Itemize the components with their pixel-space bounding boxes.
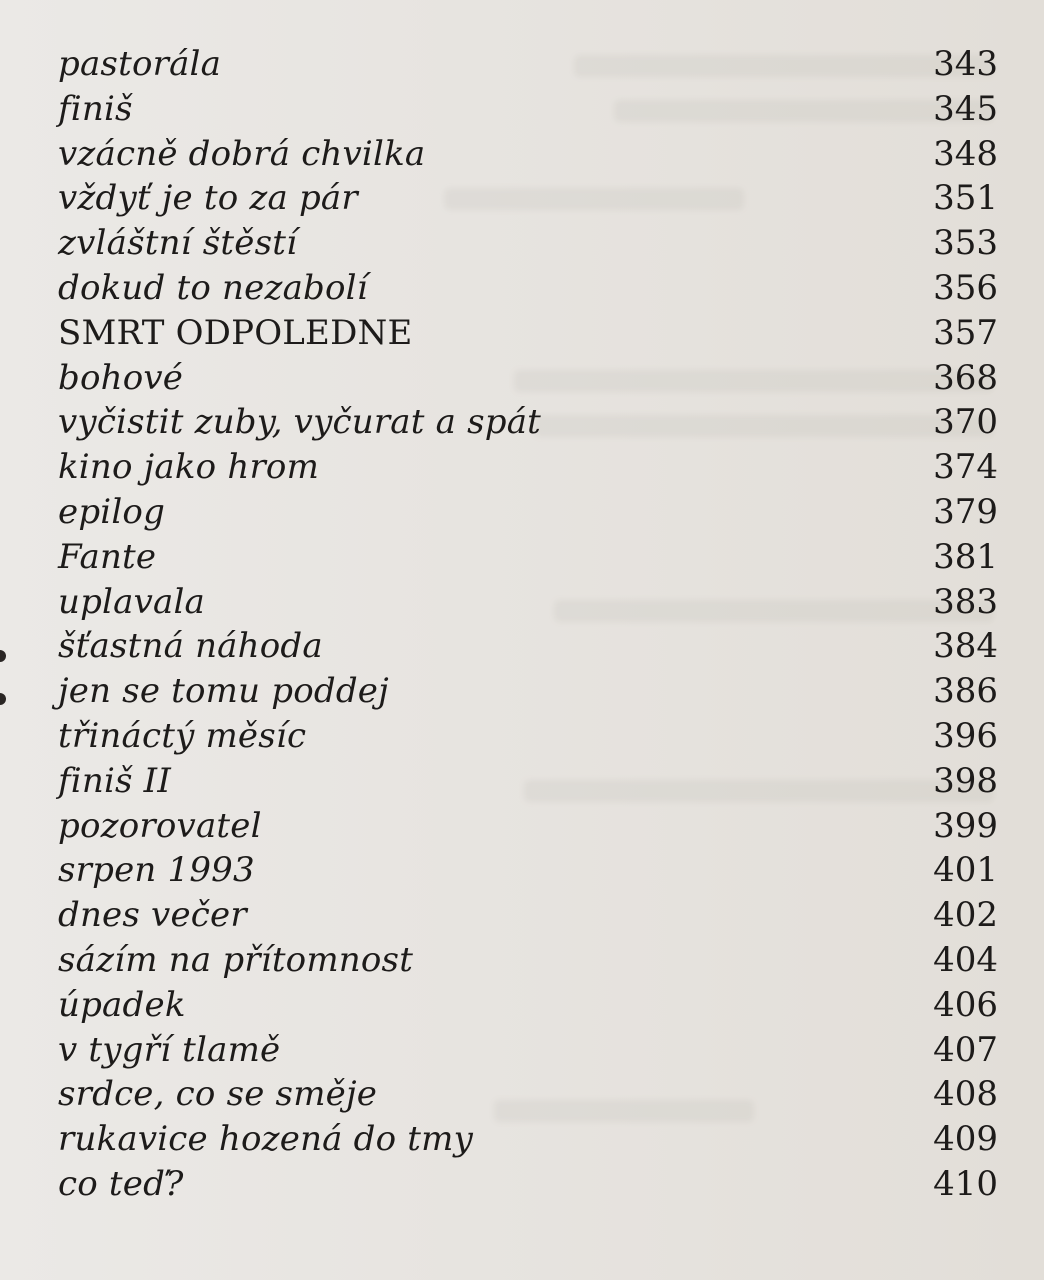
toc-entry-title: dnes večer: [58, 895, 247, 936]
toc-entry: [58, 1072, 998, 1117]
page-edge-mark: [0, 693, 6, 705]
toc-entry-title: bohové: [58, 357, 184, 398]
toc-entry: [58, 356, 998, 401]
toc-entry-title: kino jako hrom: [58, 447, 320, 488]
toc-entry-title: co teď?: [58, 1163, 184, 1204]
toc-entry: [58, 490, 998, 535]
toc-entry-page-number: 379: [933, 491, 998, 532]
toc-entry-title: srpen 1993: [58, 850, 255, 891]
toc-entry-page-number: 353: [933, 223, 998, 264]
toc-entry-title: třináctý měsíc: [58, 715, 307, 756]
toc-entry: [58, 938, 998, 983]
toc-entry-title: SMRT ODPOLEDNE: [58, 312, 413, 353]
toc-entry: [58, 1117, 998, 1162]
toc-entry: [58, 445, 998, 490]
toc-entry-page-number: 356: [933, 267, 998, 308]
toc-entry-title: pozorovatel: [58, 805, 262, 846]
toc-entry-title: jen se tomu poddej: [58, 671, 389, 712]
toc-entry-page-number: 357: [933, 312, 998, 353]
toc-entry-page-number: 402: [933, 895, 998, 936]
toc-entry: [58, 42, 998, 87]
toc-entry-title: srdce, co se směje: [58, 1074, 378, 1115]
toc-entry-page-number: 409: [933, 1119, 998, 1160]
toc-entry: [58, 535, 998, 580]
toc-entry: [58, 893, 998, 938]
toc-entry-title: zvláštní štěstí: [58, 223, 298, 264]
toc-entry-title: vzácně dobrá chvilka: [58, 133, 426, 174]
toc-entry: [58, 759, 998, 804]
toc-entry: [58, 311, 998, 356]
toc-entry-page-number: 410: [933, 1163, 998, 1204]
toc-entry: [58, 132, 998, 177]
toc-entry-page-number: 351: [933, 178, 998, 219]
toc-entry-title: dokud to nezabolí: [58, 267, 368, 308]
toc-entry: [58, 580, 998, 625]
toc-entry: [58, 400, 998, 445]
toc-entry-title: epilog: [58, 491, 166, 532]
toc-entry: [58, 1162, 998, 1207]
toc-entry: [58, 87, 998, 132]
toc-entry-title: rukavice hozená do tmy: [58, 1119, 474, 1160]
toc-entry-page-number: 401: [933, 850, 998, 891]
toc-entry: [58, 1028, 998, 1073]
toc-entry: [58, 714, 998, 759]
toc-entry-page-number: 374: [933, 447, 998, 488]
toc-entry-page-number: 384: [933, 626, 998, 667]
toc-entry-title: Fante: [58, 536, 157, 577]
toc-entry-page-number: 396: [933, 715, 998, 756]
toc-entry-title: úpadek: [58, 984, 186, 1025]
toc-entry: [58, 624, 998, 669]
table-of-contents: [58, 42, 998, 1207]
toc-entry-page-number: 407: [933, 1029, 998, 1070]
toc-entry-page-number: 345: [933, 88, 998, 129]
toc-entry-page-number: 370: [933, 402, 998, 443]
toc-entry-title: uplavala: [58, 581, 206, 622]
toc-entry-page-number: 399: [933, 805, 998, 846]
toc-entry: [58, 804, 998, 849]
toc-entry-title: finiš: [58, 88, 133, 129]
toc-entry: [58, 176, 998, 221]
toc-entry-page-number: 343: [933, 44, 998, 84]
toc-entry-title: pastorála: [58, 44, 222, 84]
toc-entry: [58, 848, 998, 893]
toc-entry-title: v tygří tlamě: [58, 1029, 281, 1070]
toc-entry-page-number: 408: [933, 1074, 998, 1115]
toc-entry-page-number: 398: [933, 760, 998, 801]
toc-entry: [58, 983, 998, 1028]
toc-entry: [58, 266, 998, 311]
toc-entry: [58, 669, 998, 714]
toc-entry-page-number: 383: [933, 581, 998, 622]
toc-entry-title: finiš II: [58, 760, 171, 801]
toc-entry-page-number: 381: [933, 536, 998, 577]
page-edge-mark: [0, 650, 6, 662]
toc-entry-page-number: 368: [933, 357, 998, 398]
toc-entry-title: šťastná náhoda: [58, 626, 323, 667]
toc-entry-page-number: 406: [933, 984, 998, 1025]
toc-entry-page-number: 348: [933, 133, 998, 174]
toc-entry-page-number: 404: [933, 939, 998, 980]
toc-entry-page-number: 386: [933, 671, 998, 712]
toc-entry-title: sázím na přítomnost: [58, 939, 414, 980]
toc-entry-title: vždyť je to za pár: [58, 178, 358, 219]
toc-entry-title: vyčistit zuby, vyčurat a spát: [58, 402, 542, 443]
toc-entry: [58, 221, 998, 266]
